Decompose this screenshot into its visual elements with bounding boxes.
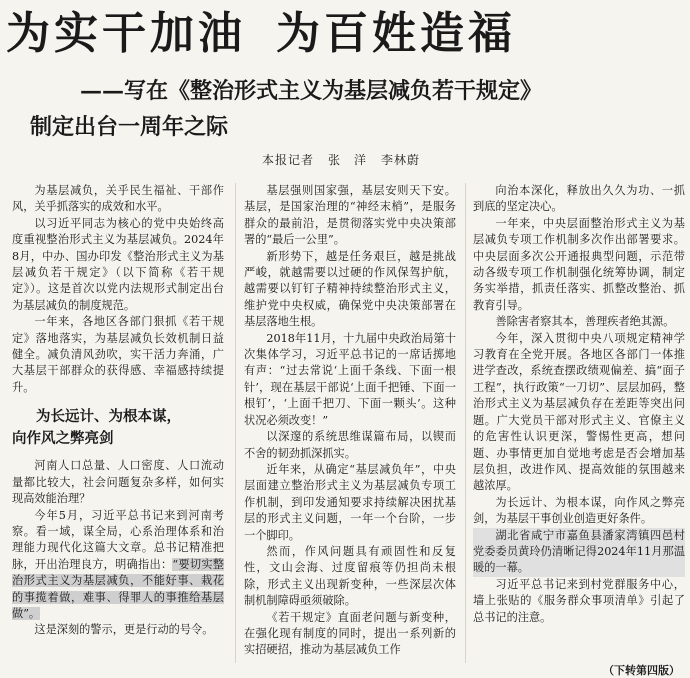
paragraph: 一年来，中央层面整治形式主义为基层减负专项工作机制多次作出部署要求。中央层面多次公开通报典型问题，示范带动各级专项工作机制强化统筹协调，制定务实举措，抓责任落实、抓整改整治、抓教育引导。 — [473, 216, 685, 312]
paragraph: 《若干规定》直面老问题与新变种，在强化现有制度的同时，提出一系列新的实招硬招，推动为基层减负工作 — [244, 610, 456, 657]
paragraph: 善除害者察其本，善理疾者绝其源。 — [495, 315, 675, 329]
section-heading — [12, 406, 224, 450]
paragraph: 新形势下，越是任务艰巨，越是挑战严峻，就越需要以过硬的作风保驾护航，越需要以钉钉子精神持续整治形式主义，维护党中央权威，确保党中央决策部署在基层落地生根。 — [244, 249, 456, 329]
paragraph: 2018年11月，十九届中央政治局第十次集体学习，习近平总书记的一席话掷地有声：“过去常说‘上面千条线、下面一根针’，现在基层干部说‘上面千把锤、下面一根钉’，‘上面千把刀、下面一颗头’。这种状况必须改变！” — [244, 331, 456, 427]
headline-part2: 为百姓造福 — [276, 8, 516, 59]
paragraph: 近年来，从确定“基层减负年”，中央层面建立整治形式主义为基层减负专项工作机制，到印发通知要求持续解决困扰基层的形式主义问题，一年一个台阶，一步一个脚印。 — [244, 462, 456, 542]
article-column-1 — [12, 183, 224, 663]
continued-note: （下转第四版） — [603, 664, 680, 677]
byline-label: 本报记者 — [262, 153, 315, 167]
byline-author1: 张 洋 — [328, 153, 368, 167]
subtitle-line2: 制定出台一周年之际 — [30, 114, 229, 140]
byline-author2: 李林蔚 — [381, 153, 421, 167]
paragraph: 湖北省咸宁市嘉鱼县潘家湾镇四邑村党委委员黄玲仍清晰记得2024年11月那温暖的一幕。 — [473, 528, 685, 577]
section-heading-line1: 为长远计、为根本谋， — [36, 409, 181, 426]
byline — [262, 151, 420, 168]
paragraph: 向治本深化，释放出久久为功、一抓到底的坚定决心。 — [473, 184, 685, 214]
paragraph-text: 今年5月，习近平总书记来到河南考察。看一域，谋全局，心系治理体系和治理能力现代化这篇大文章。总书记精准把脉，开出治理良方，明确指出： — [12, 508, 224, 571]
paragraph — [12, 508, 224, 623]
paragraph: 为长远计、为根本谋，向作风之弊亮剑，为基层干事创业创造更好条件。 — [473, 495, 685, 526]
paragraph: 一年来，各地区各部门狠抓《若干规定》落地落实，为基层减负长效机制日益健全。减负清风劲吹，实干活力奔涌，广大基层干部群众的获得感、幸福感持续提升。 — [12, 315, 224, 394]
headline-part1: 为实干加油 — [6, 8, 246, 59]
headline — [6, 6, 686, 62]
article-column-3 — [473, 183, 685, 663]
paragraph: 今年，深入贯彻中央八项规定精神学习教育在全党开展。各地区各部门一体推进学查改，系统查摆政绩观偏差、搞“面子工程”，执行政策“一刀切”、层层加码，整治形式主义为基层减负存在差距等突出问题。广大党员干部对形式主义、官僚主义的危害性认识更深，警惕性更高，想问题、办事情更加自觉地考虑是否会增加基层负担，改进作风、提高效能的氛围越来越浓厚。 — [473, 331, 685, 493]
paragraph: 基层强则国家强，基层安则天下安。基层，是国家治理的“神经末梢”，是服务群众的最前沿，是贯彻落实党中央决策部署的“最后一公里”。 — [244, 184, 456, 247]
paragraph: 为基层减负，关乎民生福祉、干部作风，关乎抓落实的成效和水平。 — [12, 184, 224, 214]
paragraph: 这是深刻的警示，更是行动的号令。 — [34, 623, 214, 637]
column-divider — [235, 183, 236, 663]
subtitle-line1: ——写在《整治形式主义为基层减负若干规定》 — [80, 78, 543, 104]
column-divider — [465, 183, 466, 663]
paragraph: 然而，作风问题具有顽固性和反复性，文山会海、过度留痕等仍担尚未根除，形式主义出现新变种，一些深层次体制机制障碍亟须破除。 — [244, 544, 456, 608]
section-heading-line2: 向作风之弊亮剑 — [12, 431, 114, 448]
paragraph: 以习近平同志为核心的党中央始终高度重视整治形式主义为基层减负。2024年8月，中办、国办印发《整治形式主义为基层减负若干规定》（以下简称《若干规定》）。这是首次以党内法规形式制定出台为基层减负的制度规范。 — [12, 216, 224, 312]
highlighted-quote: “要切实整治形式主义为基层减负，不能好事、栽花的事揽着做，难事、得罪人的事推给基层做”。 — [12, 557, 224, 620]
paragraph: 习近平总书记来到村党群服务中心，墙上张贴的《服务群众事项清单》引起了总书记的注意。 — [473, 577, 685, 624]
paragraph: 以深邃的系统思维谋篇布局，以锲而不舍的韧劲抓深抓实。 — [244, 430, 456, 460]
paragraph: 河南人口总量、人口密度、人口流动量都比较大，社会问题复杂多样，如何实现高效能治理？ — [12, 459, 224, 506]
article-column-2 — [244, 183, 456, 663]
